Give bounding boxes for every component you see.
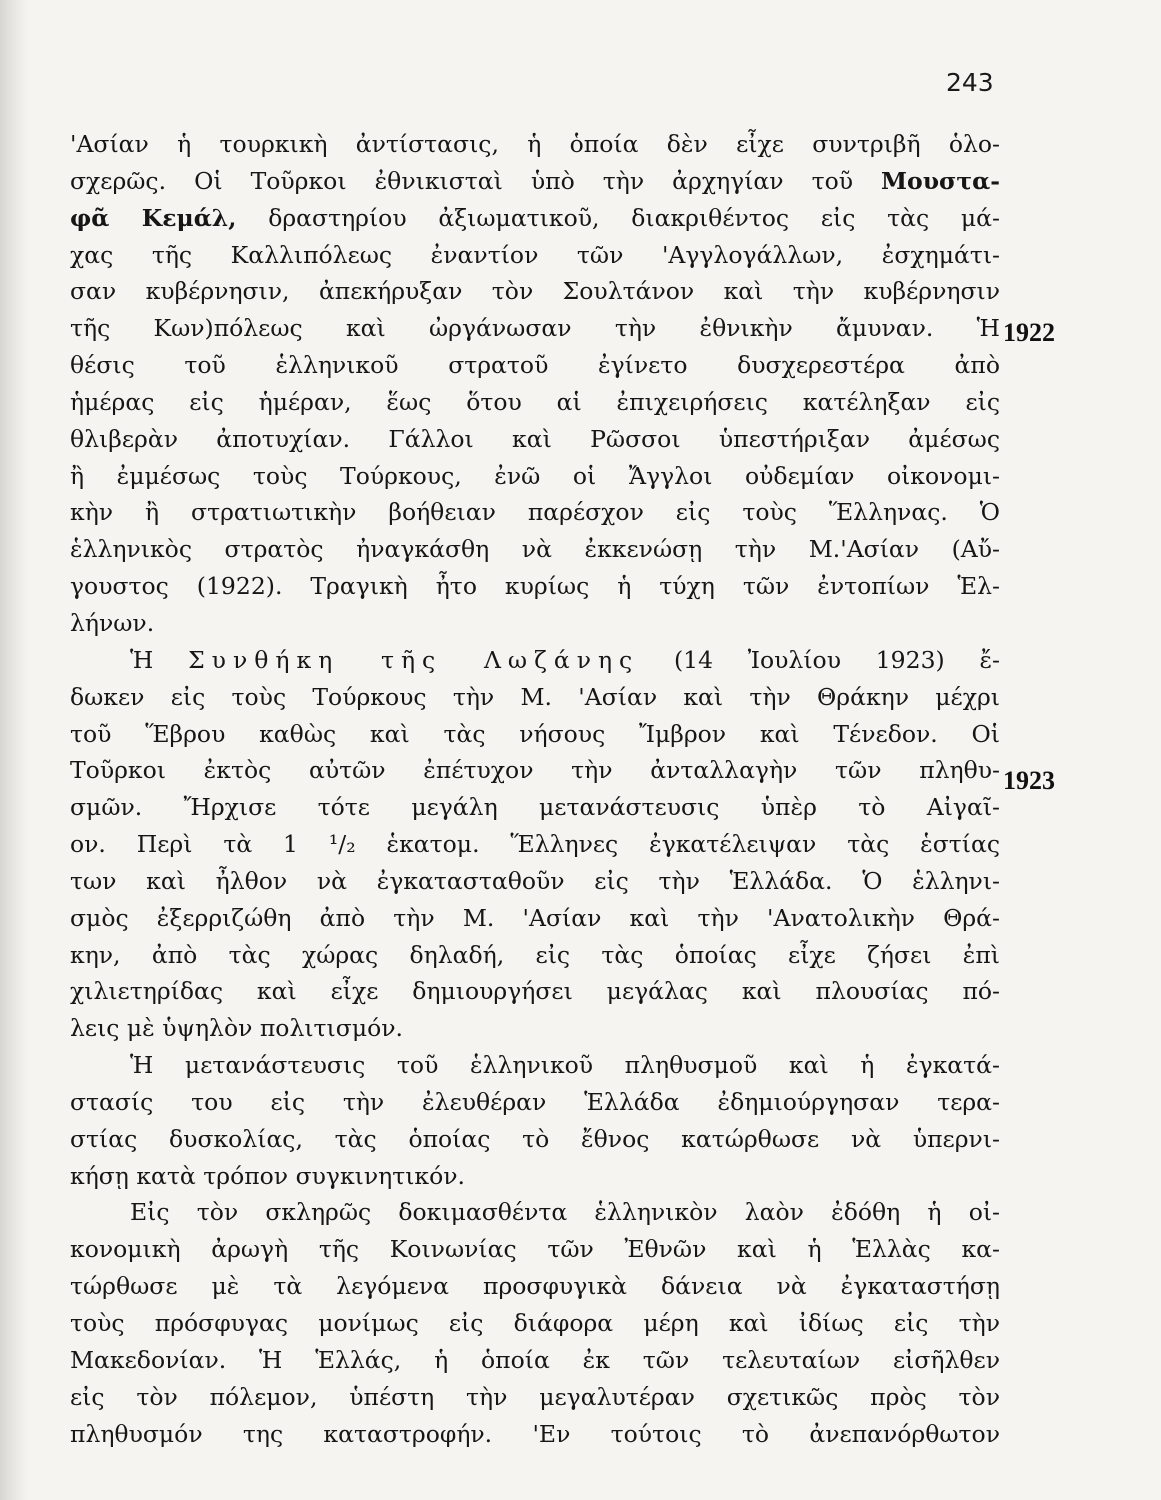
text-line: γουστος (1922). Τραγικὴ ἦτο κυρίως ἡ τύχη τῶν ἐντοπίων Ἑλ-	[70, 572, 1000, 601]
text-line: θλιβερὰν ἀποτυχίαν. Γάλλοι καὶ Ρῶσσοι ὑπεστήριξαν ἀμέσως	[70, 424, 1000, 453]
text-line: χας τῆς Καλλιπόλεως ἐναντίον τῶν 'Αγγλογάλλων, ἐσχημάτι-	[70, 240, 1000, 269]
text-line: λήνων.	[70, 608, 155, 637]
text-line: Τοῦρκοι ἐκτὸς αὐτῶν ἐπέτυχον τὴν ἀνταλλαγὴν τῶν πληθυ-	[70, 756, 1000, 785]
text-line: πληθυσμόν της καταστροφήν. 'Εν τούτοις τὸ ἀνεπανόρθωτον	[70, 1419, 1000, 1448]
margin-year-1923: 1923	[1003, 766, 1055, 795]
kemal-name-part1: Μουστα-	[881, 166, 1000, 195]
text-line-segment: Ἡ	[130, 645, 189, 674]
text-line: κήσῃ κατὰ τρόπον συγκινητικόν.	[70, 1161, 466, 1190]
text-line: χιλιετηρίδας καὶ εἶχε δημιουργήσει μεγάλας καὶ πλουσίας πό-	[70, 977, 1000, 1006]
text-line: των καὶ ἦλθον νὰ ἐγκατασταθοῦν εἰς τὴν Ἑλλάδα. Ὁ ἑλληνι-	[70, 866, 1000, 895]
text-line: στίας δυσκολίας, τὰς ὁποίας τὸ ἔθνος κατώρθωσε νὰ ὑπερνι-	[70, 1124, 1000, 1153]
text-line: κην, ἀπὸ τὰς χώρας δηλαδή, εἰς τὰς ὁποίας εἶχε ζήσει ἐπὶ	[70, 940, 1000, 969]
text-line: σμὸς ἐξερριζώθη ἀπὸ τὴν Μ. 'Ασίαν καὶ τὴν 'Ανατολικὴν Θρά-	[70, 903, 1000, 932]
text-line: Μακεδονίαν. Ἡ Ἑλλάς, ἡ ὁποία ἐκ τῶν τελευταίων εἰσῆλθεν	[70, 1345, 1000, 1374]
text-line: ἑλληνικὸς στρατὸς ἠναγκάσθη νὰ ἐκκενώσῃ τὴν Μ.'Ασίαν (Αὔ-	[70, 535, 1000, 564]
text-line: δωκεν εἰς τοὺς Τούρκους τὴν Μ. 'Ασίαν καὶ τὴν Θράκην μέχρι	[70, 682, 1000, 711]
text-line-segment: δραστηρίου ἀξιωματικοῦ, διακριθέντος εἰς τὰς μά-	[236, 203, 1000, 232]
text-line: ἡμέρας εἰς ἡμέραν, ἕως ὅτου αἱ ἐπιχειρήσεις κατέληξαν εἰς	[70, 387, 1000, 416]
treaty-name: Συνθήκη τῆς Λωζάνης	[188, 645, 640, 674]
text-line	[70, 642, 1000, 679]
margin-year-1922: 1922	[1003, 318, 1055, 347]
text-line: 'Ασίαν ἡ τουρκικὴ ἀντίστασις, ἡ ὁποία δὲν εἶχε συντριβῆ ὁλο-	[70, 130, 1000, 158]
text-line	[70, 200, 1000, 237]
text-line: κὴν ἢ στρατιωτικὴν βοήθειαν παρέσχον εἰς τοὺς Ἕλληνας. Ὁ	[70, 498, 1000, 527]
text-line: κονομικὴ ἀρωγὴ τῆς Κοινωνίας τῶν Ἐθνῶν καὶ ἡ Ἑλλὰς κα-	[70, 1235, 1000, 1264]
text-line: στασίς του εἰς τὴν ἐλευθέραν Ἑλλάδα ἐδημιούργησαν τερα-	[70, 1087, 1000, 1116]
text-line: ἢ ἐμμέσως τοὺς Τούρκους, ἐνῶ οἱ Ἄγγλοι οὐδεμίαν οἰκονομι-	[70, 461, 1000, 490]
text-line: τοὺς πρόσφυγας μονίμως εἰς διάφορα μέρη καὶ ἰδίως εἰς τὴν	[70, 1309, 1000, 1337]
text-line: τώρθωσε μὲ τὰ λεγόμενα προσφυγικὰ δάνεια νὰ ἐγκαταστήσῃ	[70, 1272, 1000, 1301]
text-line: θέσις τοῦ ἑλληνικοῦ στρατοῦ ἐγίνετο δυσχερεστέρα ἀπὸ	[70, 351, 1000, 380]
text-line: εἰς τὸν πόλεμον, ὑπέστη τὴν μεγαλυτέραν σχετικῶς πρὸς τὸν	[70, 1382, 1000, 1411]
text-line-segment: σχερῶς. Οἱ Τοῦρκοι ἐθνικισταὶ ὑπὸ τὴν ἀρχηγίαν τοῦ	[70, 166, 882, 195]
text-line: ον. Περὶ τὰ 1 ¹/₂ ἑκατομ. Ἕλληνες ἐγκατέλειψαν τὰς ἑστίας	[70, 830, 1000, 859]
text-line: σαν κυβέρνησιν, ἀπεκήρυξαν τὸν Σουλτάνον καὶ τὴν κυβέρνησιν	[70, 277, 1000, 306]
text-line: Ἡ μετανάστευσις τοῦ ἑλληνικοῦ πληθυσμοῦ καὶ ἡ ἐγκατά-	[130, 1051, 1000, 1080]
text-line: σμῶν. Ἤρχισε τότε μεγάλη μετανάστευσις ὑπὲρ τὸ Αἰγαῖ-	[70, 793, 1000, 822]
page-number: 243	[946, 68, 994, 97]
page-gutter-shadow	[0, 0, 28, 1500]
text-line	[70, 163, 1000, 200]
text-line: τῆς Κων)πόλεως καὶ ὠργάνωσαν τὴν ἐθνικὴν ἄμυναν. Ἡ	[70, 314, 1000, 343]
text-line-segment: (14 Ἰουλίου 1923) ἔ-	[639, 645, 1000, 674]
text-line: τοῦ Ἕβρου καθὼς καὶ τὰς νήσους Ἴμβρον καὶ Τένεδον. Οἱ	[70, 719, 1000, 748]
text-line: Εἰς τὸν σκληρῶς δοκιμασθέντα ἑλληνικὸν λαὸν ἐδόθη ἡ οἰ-	[130, 1198, 1000, 1227]
kemal-name-part2: φᾶ Κεμάλ,	[70, 203, 237, 232]
body-text	[70, 126, 1000, 1452]
text-line: λεις μὲ ὑψηλὸν πολιτισμόν.	[70, 1014, 403, 1043]
